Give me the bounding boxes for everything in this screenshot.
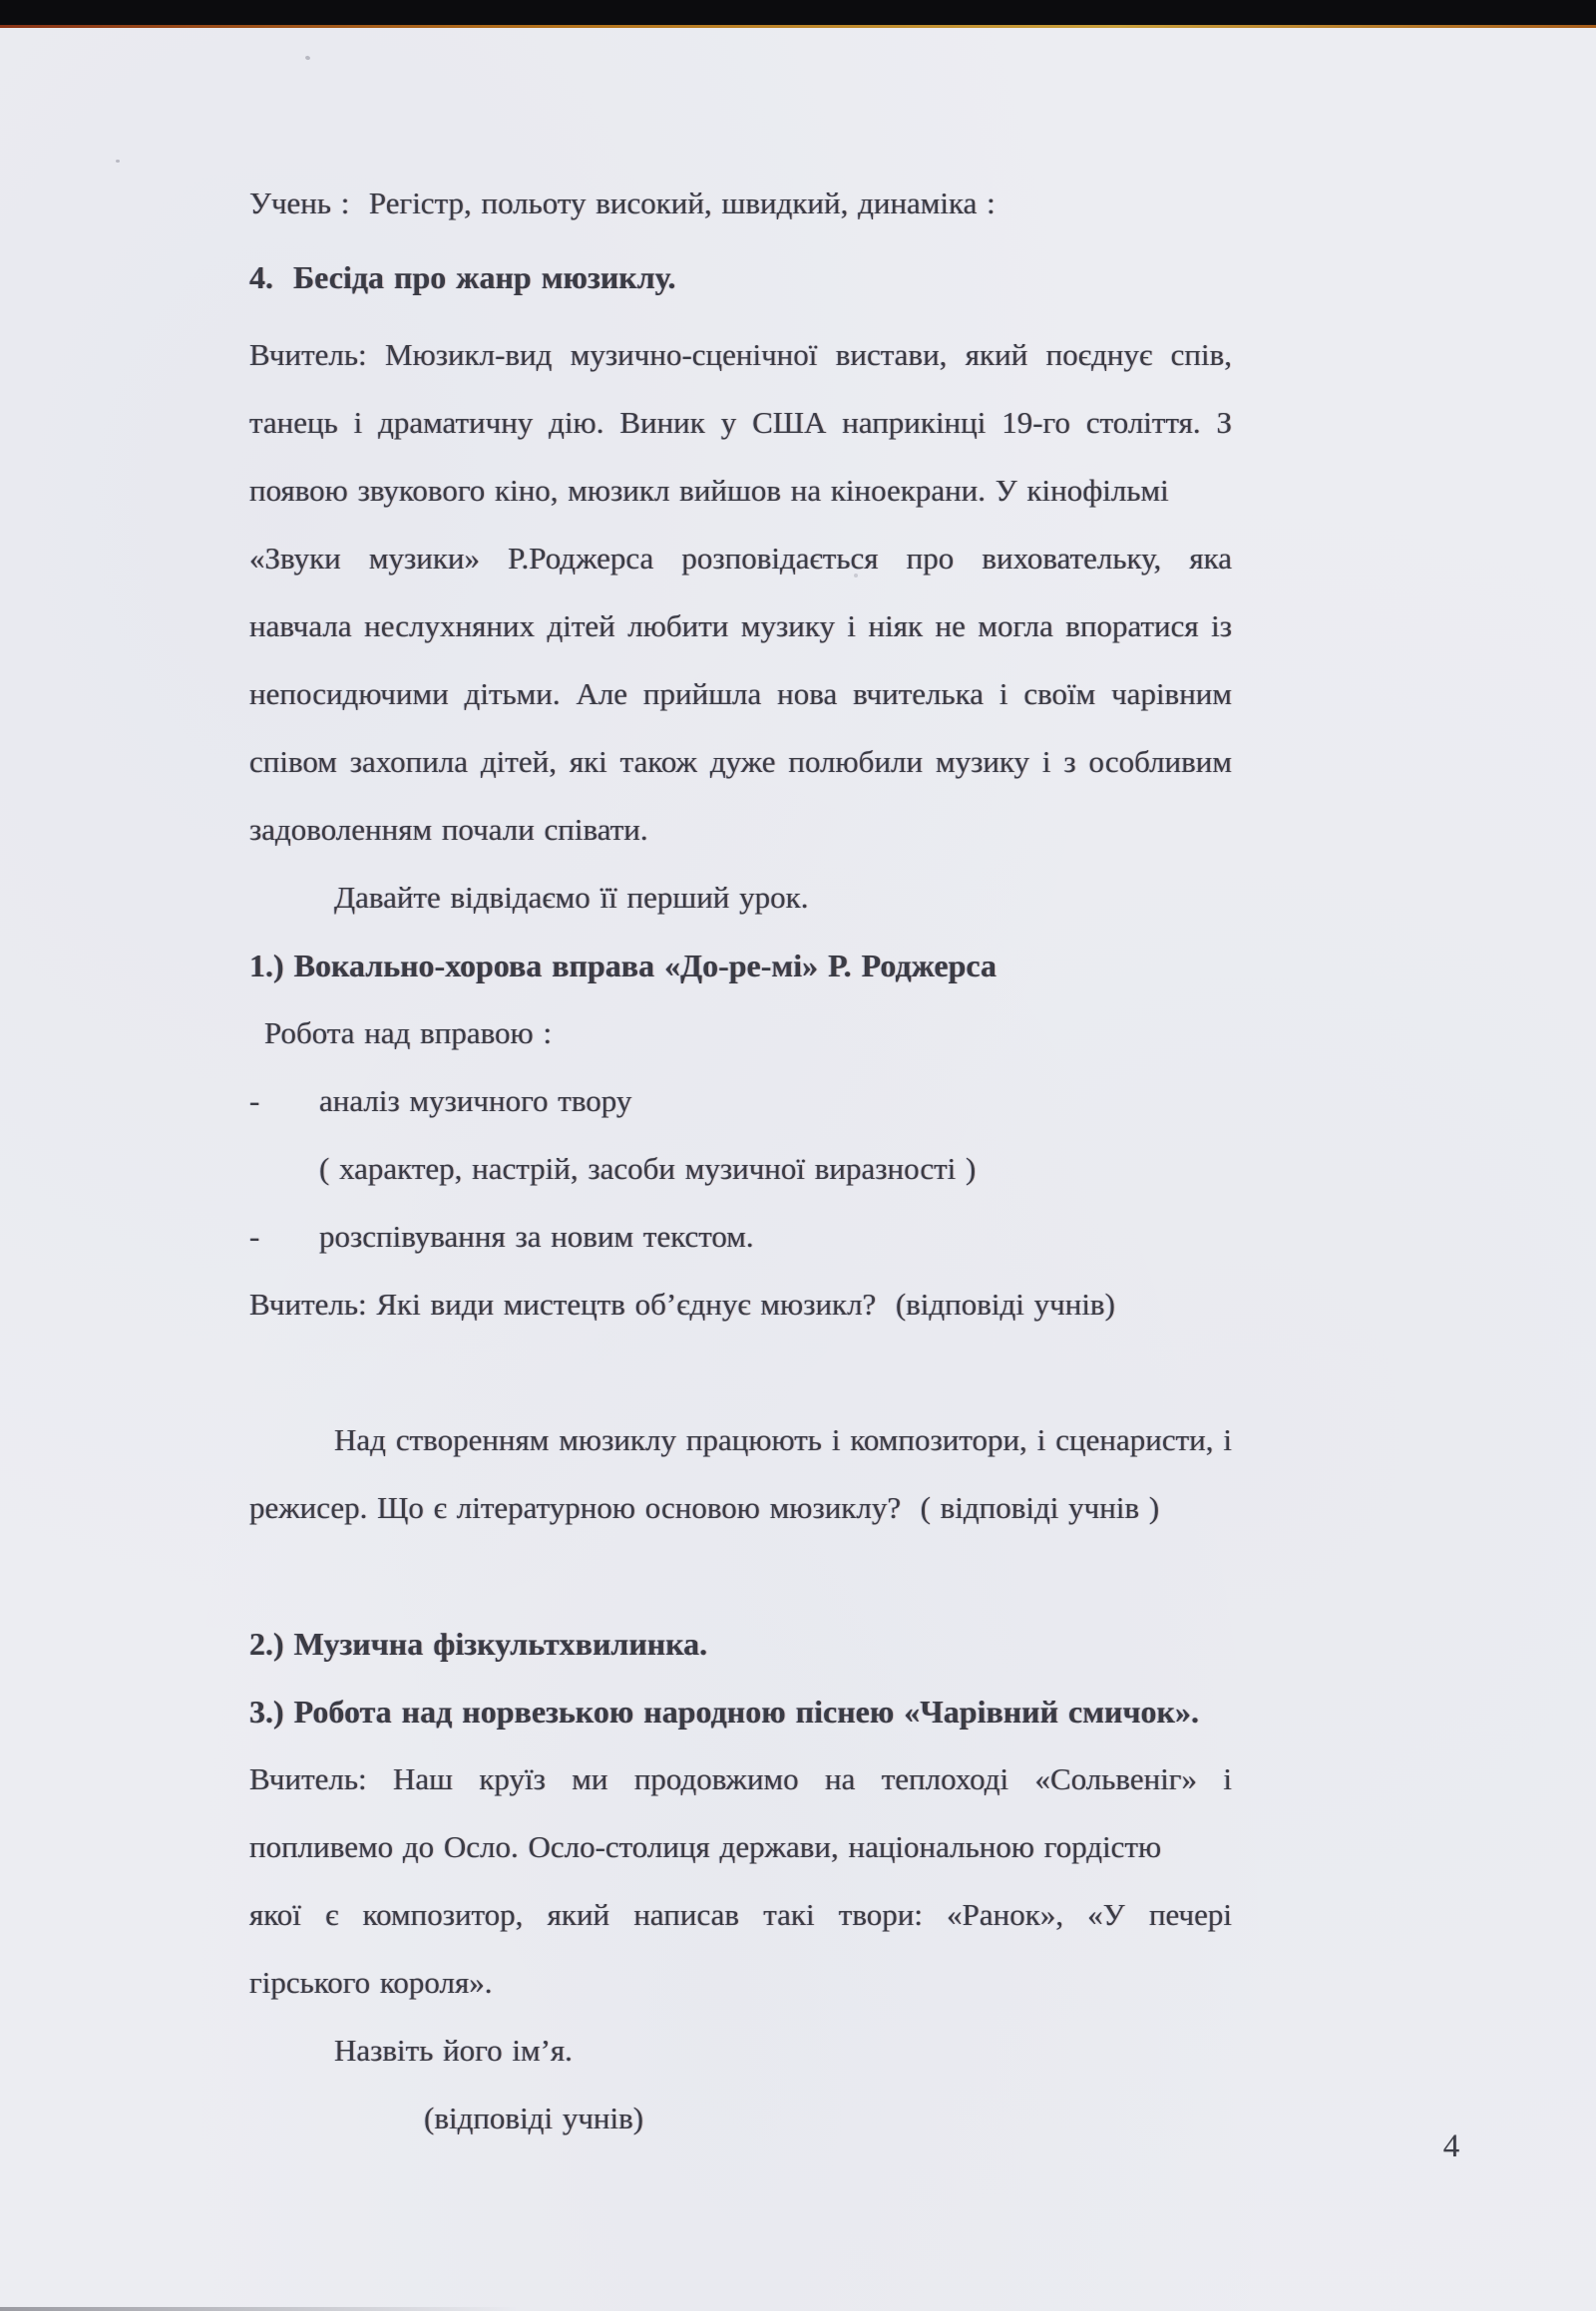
pupil-answer-line: Учень : Регістр, польоту високий, швидкий, динаміка : bbox=[249, 186, 996, 220]
text-line: попливемо до Осло. Осло-столиця держави, національною гордістю bbox=[249, 1829, 1162, 1864]
paper-speck bbox=[854, 574, 858, 578]
subsection-heading-2: 2.) Музична фізкультхвилинка. bbox=[249, 1626, 708, 1662]
blank-line bbox=[249, 1339, 1232, 1406]
teacher-question-line: Вчитель: Які види мистецтв об’єднує мюзикл? (відповіді учнів) bbox=[249, 1287, 1115, 1322]
text-line: ( характер, настрій, засоби музичної виразності ) bbox=[319, 1151, 977, 1186]
list-item bbox=[249, 1067, 1232, 1135]
text-line: Робота над вправою : bbox=[264, 1015, 553, 1050]
list-item-text: аналіз музичного твору bbox=[319, 1083, 632, 1118]
scan-accent-line bbox=[0, 25, 1596, 28]
paper-speck bbox=[116, 160, 120, 163]
text-line: Над створенням мюзиклу працюють і композитори, і сценаристи, і bbox=[334, 1422, 1232, 1457]
list-item bbox=[249, 1203, 1232, 1271]
text-line: (відповіді учнів) bbox=[424, 2101, 644, 2135]
text-line: Вчитель: Мюзикл-вид музично-сценічної вистави, який поєднує спів, bbox=[249, 337, 1232, 372]
scan-top-band bbox=[0, 0, 1596, 25]
paper-speck bbox=[304, 55, 310, 60]
scan-bottom-edge bbox=[0, 2307, 519, 2311]
text-line: режисер. Що є літературною основою мюзиклу? ( відповіді учнів ) bbox=[249, 1490, 1160, 1525]
text-line: якої є композитор, який написав такі твори: «Ранок», «У печері bbox=[249, 1897, 1232, 1932]
subsection-heading-1: 1.) Вокально-хорова вправа «До-ре-мі» Р. Роджерса bbox=[249, 948, 998, 983]
page-number: 4 bbox=[1442, 2128, 1460, 2164]
text-line: Назвіть його ім’я. bbox=[334, 2033, 573, 2068]
document-body bbox=[249, 170, 1232, 2152]
text-line: непосидючими дітьми. Але прийшла нова вчителька і своїм чарівним bbox=[249, 676, 1232, 711]
section-heading-4: 4. Бесіда про жанр мюзиклу. bbox=[249, 259, 676, 295]
text-line: співом захопила дітей, які також дуже полюбили музику і з особливим bbox=[249, 744, 1232, 779]
text-line: танець і драматичну дію. Виник у США наприкінці 19-го століття. З bbox=[249, 405, 1232, 440]
list-item-text: розспівування за новим текстом. bbox=[319, 1219, 754, 1254]
text-line: Вчитель: Наш круїз ми продовжимо на теплоході «Сольвеніг» і bbox=[249, 1761, 1232, 1796]
text-line: появою звукового кіно, мюзикл вийшов на кіноекрани. У кінофільмі bbox=[249, 473, 1169, 508]
list-dash: - bbox=[249, 1083, 260, 1118]
text-line: Давайте відвідаємо її перший урок. bbox=[334, 880, 809, 915]
text-line: навчала неслухняних дітей любити музику і ніяк не могла впоратися із bbox=[249, 608, 1232, 643]
blank-line bbox=[249, 1542, 1232, 1610]
text-line: гірського короля». bbox=[249, 1965, 493, 2000]
subsection-heading-3: 3.) Робота над норвезькою народною піснею «Чарівний смичок». bbox=[249, 1694, 1199, 1730]
text-line: «Звуки музики» Р.Роджерса розповідається про виховательку, яка bbox=[249, 541, 1232, 576]
text-line: задоволенням почали співати. bbox=[249, 812, 648, 847]
list-dash: - bbox=[249, 1219, 260, 1254]
